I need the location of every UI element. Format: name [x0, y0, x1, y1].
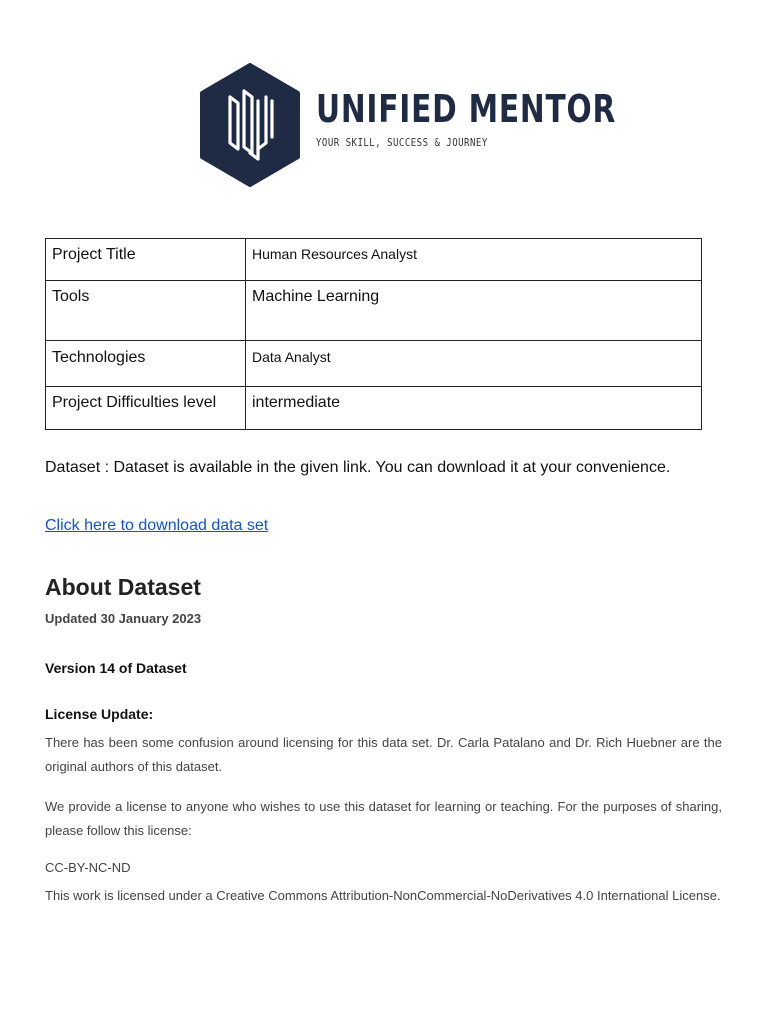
updated-date: Updated 30 January 2023 — [45, 611, 202, 626]
table-value: intermediate — [246, 387, 702, 430]
table-value: Machine Learning — [246, 281, 702, 341]
table-row — [46, 281, 702, 341]
logo-name: UNIFIED MENTOR — [316, 87, 617, 131]
table-key: Tools — [46, 281, 246, 341]
license-code: CC-BY-NC-ND — [45, 860, 131, 875]
logo-tagline: YOUR SKILL, SUCCESS & JOURNEY — [316, 136, 488, 149]
project-info-table — [45, 238, 702, 430]
table-value: Data Analyst — [246, 341, 702, 387]
about-dataset-heading: About Dataset — [45, 574, 201, 600]
unified-mentor-logo — [198, 63, 617, 187]
dataset-version: Version 14 of Dataset — [45, 660, 187, 676]
table-key: Project Title — [46, 239, 246, 281]
license-paragraph-3: This work is licensed under a Creative Commons Attribution-NonCommercial-NoDerivatives 4.0 International License. — [45, 888, 721, 903]
download-dataset-link[interactable]: Click here to download data set — [45, 517, 269, 534]
table-row — [46, 341, 702, 387]
table-value: Human Resources Analyst — [246, 239, 702, 281]
table-row — [46, 387, 702, 430]
table-row — [46, 239, 702, 281]
table-key: Project Difficulties level — [46, 387, 246, 430]
license-paragraph-1: There has been some confusion around licensing for this data set. Dr. Carla Patalano and Dr. Rich Huebner are the original authors of this dataset. — [45, 735, 722, 774]
license-update-heading: License Update: — [45, 706, 154, 722]
table-key: Technologies — [46, 341, 246, 387]
hexagon-logo-icon — [198, 63, 302, 187]
dataset-description: Dataset : Dataset is available in the given link. You can download it at your convenience. — [45, 459, 671, 476]
license-paragraph-2: We provide a license to anyone who wishes to use this dataset for learning or teaching. For the purposes of sharing, please follow this license: — [45, 799, 722, 838]
